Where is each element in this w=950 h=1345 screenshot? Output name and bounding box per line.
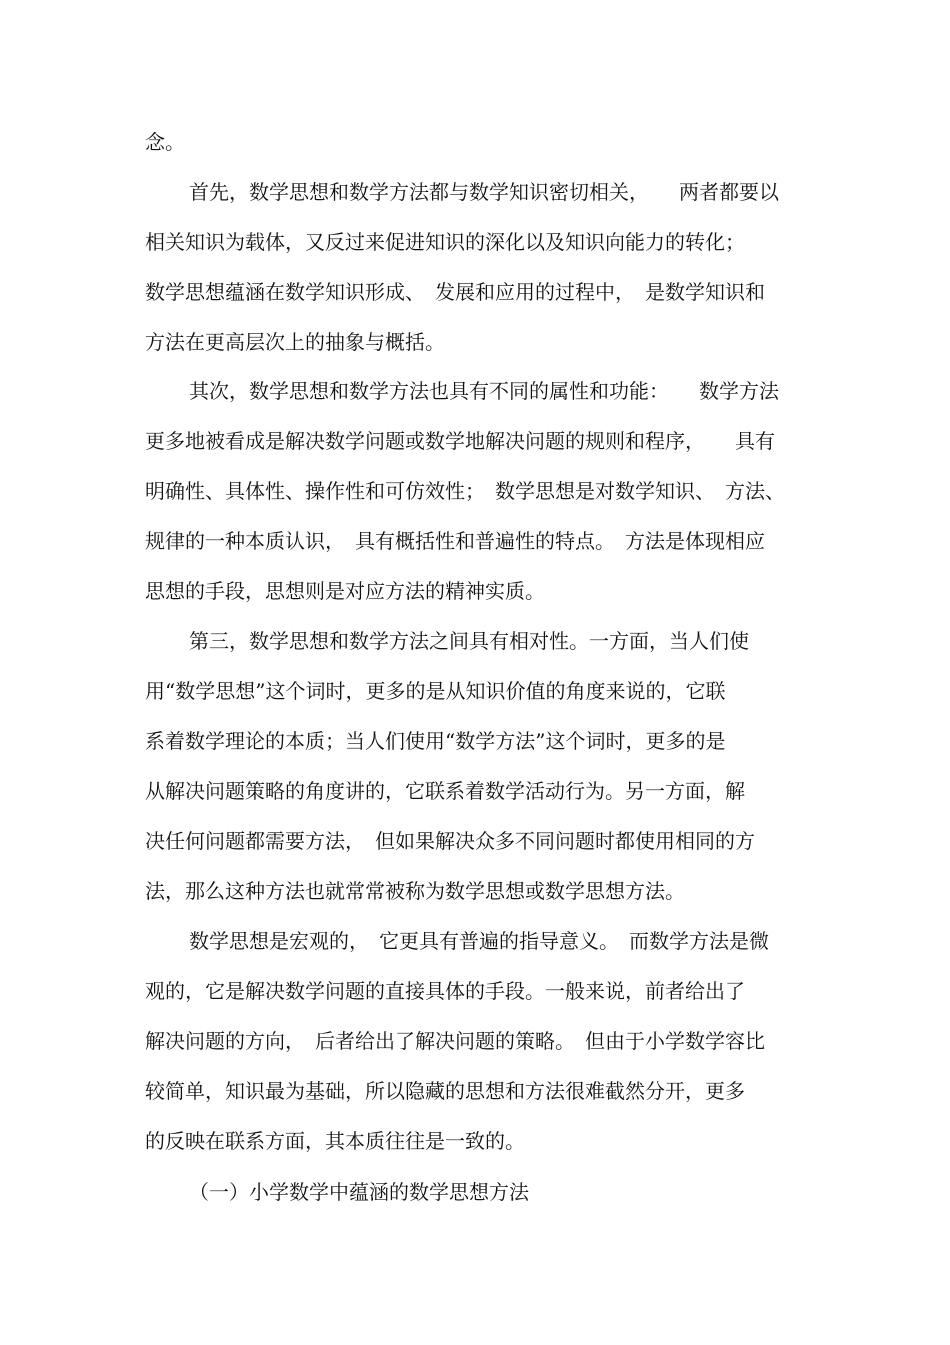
text-line: 规律的一种本质认识， 具有概括性和普遍性的特点。 方法是体现相应 <box>145 529 765 553</box>
paragraph-first-line: 第三，数学思想和数学方法之间具有相对性。一方面，当人们使 <box>189 629 749 653</box>
text-line: 相关知识为载体，又反过来促进知识的深化以及知识向能力的转化； <box>145 230 745 254</box>
text-line: 更多地被看成是解决数学问题或数学地解决问题的规则和程序， 具有 <box>145 429 775 453</box>
paragraph-first-line: 其次，数学思想和数学方法也具有不同的属性和功能： 数学方法 <box>189 379 779 403</box>
text-line: 法，那么这种方法也就常常被称为数学思想或数学思想方法。 <box>145 879 685 903</box>
text-line: 观的，它是解决数学问题的直接具体的手段。一般来说，前者给出了 <box>145 979 745 1003</box>
text-line: 系着数学理论的本质；当人们使用“数学方法”这个词时，更多的是 <box>145 729 726 753</box>
text-line: 思想的手段，思想则是对应方法的精神实质。 <box>145 579 545 603</box>
text-line: 明确性、具体性、操作性和可仿效性； 数学思想是对数学知识、 方法、 <box>145 479 785 503</box>
text-line: 方法在更高层次上的抽象与概括。 <box>145 330 445 354</box>
paragraph-first-line: 首先，数学思想和数学方法都与数学知识密切相关， 两者都要以 <box>189 180 779 204</box>
text-line: 的反映在联系方面，其本质往往是一致的。 <box>145 1129 525 1153</box>
text-line: 念。 <box>145 130 185 154</box>
text-line: 从解决问题策略的角度讲的，它联系着数学活动行为。另一方面，解 <box>145 779 745 803</box>
text-line: 决任何问题都需要方法， 但如果解决众多不同问题时都使用相同的方 <box>145 829 755 853</box>
text-line: 用“数学思想”这个词时，更多的是从知识价值的角度来说的，它联 <box>145 679 726 703</box>
text-line: 较简单，知识最为基础，所以隐藏的思想和方法很难截然分开，更多 <box>145 1079 745 1103</box>
paragraph-first-line: 数学思想是宏观的， 它更具有普遍的指导意义。 而数学方法是微 <box>189 929 769 953</box>
text-line: 数学思想蕴涵在数学知识形成、 发展和应用的过程中， 是数学知识和 <box>145 280 765 304</box>
text-line: 解决问题的方向， 后者给出了解决问题的策略。 但由于小学数学容比 <box>145 1029 765 1053</box>
section-heading: （一）小学数学中蕴涵的数学思想方法 <box>189 1180 529 1204</box>
